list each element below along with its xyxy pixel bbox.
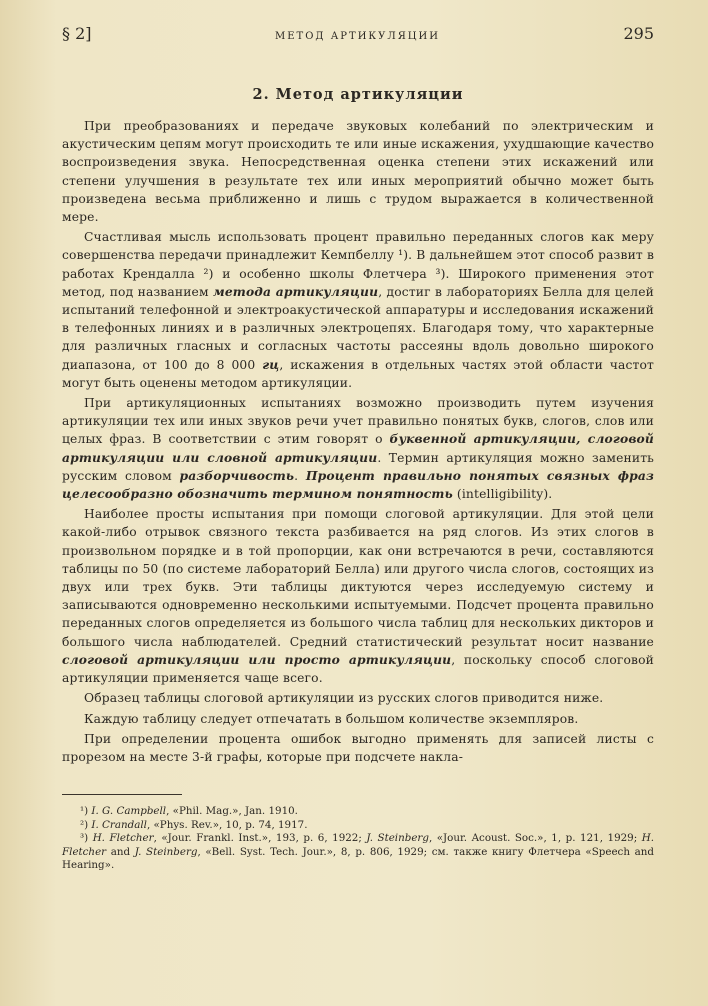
section-mark: § 2] [62, 24, 92, 43]
paragraph-6: Каждую таблицу следует отпечатать в большом количестве экземпляров. [84, 711, 579, 726]
running-title: МЕТОД АРТИКУЛЯЦИИ [275, 31, 440, 42]
body-text [62, 117, 654, 766]
paragraph-5: Образец таблицы слоговой артикуляции из русских слогов приводится ниже. [84, 691, 604, 706]
footnote-1: ¹) I. G. Campbell, «Phil. Mag.», Jan. 1910. [80, 805, 298, 818]
page-number: 295 [623, 24, 654, 43]
paragraph-7: При определении процента ошибок выгодно применять для записей листы с прорезом на месте 3-й графы, которые при подсчете накла- [62, 731, 654, 764]
footnote-3: ³) H. Fletcher, «Jour. Frankl. Inst.», 193, p. 6, 1922; J. Steinberg, «Jour. Acoust. Soc.», 1, p. 121, 1929; H. Fletcher and J. Steinberg, «Bell. Syst. Tech. Jour.», 8, p. 806, 1929; см. также книгу Флетчера «Speech and Hearing». [62, 832, 654, 872]
footnotes [62, 794, 654, 873]
paragraph-2: Счастливая мысль использовать процент правильно переданных слогов как меру совершенства передачи принадлежит Кемпбеллу ¹). В дальнейшем этот способ развит в работах Крендалла ²) и особенно школы Флетчера ³). Широкого применения этот метод, под названием метода артикуляции, достиг в лабораториях Белла для целей испытаний телефонной и электроакустической аппаратуры и исследования искажений в телефонных линиях и в различных электроцепях. Благодаря тому, что характерные для различных гласных и согласных частоты рассеяны вдоль довольно широкого диапазона, от 100 до 8 000 гц, искажения в отдельных частях этой области частот могут быть оценены методом артикуляции. [62, 230, 655, 390]
paragraph-3: При артикуляционных испытаниях возможно производить путем изучения артикуляции тех или иных звуков речи учет правильно понятых букв, слогов, слов или целых фраз. В соответствии с этим говорят о буквенной артикуляции, слоговой артикуляции или словной артикуляции. Термин артикуляция можно заменить русским словом разборчивость. Процент правильно понятых связных фраз целесообразно обозначить термином понятность (intelligibility). [62, 396, 654, 502]
paragraph-4: Наиболее просты испытания при помощи слоговой артикуляции. Для этой цели какой-либо отрывок связного текста разбивается на ряд слогов. Из этих слогов в произвольном порядке и в той пропорции, как они встречаются в речи, составляются таблицы по 50 (по системе лабораторий Белла) или другого числа слогов, состоящих из двух или трех букв. Эти таблицы диктуются через исследуемую систему и записываются одновременно несколькими испытуемыми. Подсчет процента правильно переданных слогов определяется из большого числа таблиц для нескольких дикторов и большого числа наблюдателей. Средний статистический результат носит название слоговой артикуляции или просто артикуляции, поскольку способ слоговой артикуляции применяется чаще всего. [62, 507, 654, 686]
footnote-rule [62, 794, 182, 795]
running-header [62, 24, 654, 52]
footnote-2: ²) I. Crandall, «Phys. Rev.», 10, p. 74, 1917. [80, 818, 308, 831]
section-heading: 2. Метод артикуляции [252, 86, 464, 103]
paragraph-1: При преобразованиях и передаче звуковых колебаний по электрическим и акустическим цепям могут происходить те или иные искажения, ухудшающие качество воспроизведения звука. Непосредственная оценка степени этих искажений или степени улучшения в результате тех или иных мероприятий обычно может быть произведена весьма приближенно и лишь с трудом выражается в количественной мере. [62, 119, 654, 225]
